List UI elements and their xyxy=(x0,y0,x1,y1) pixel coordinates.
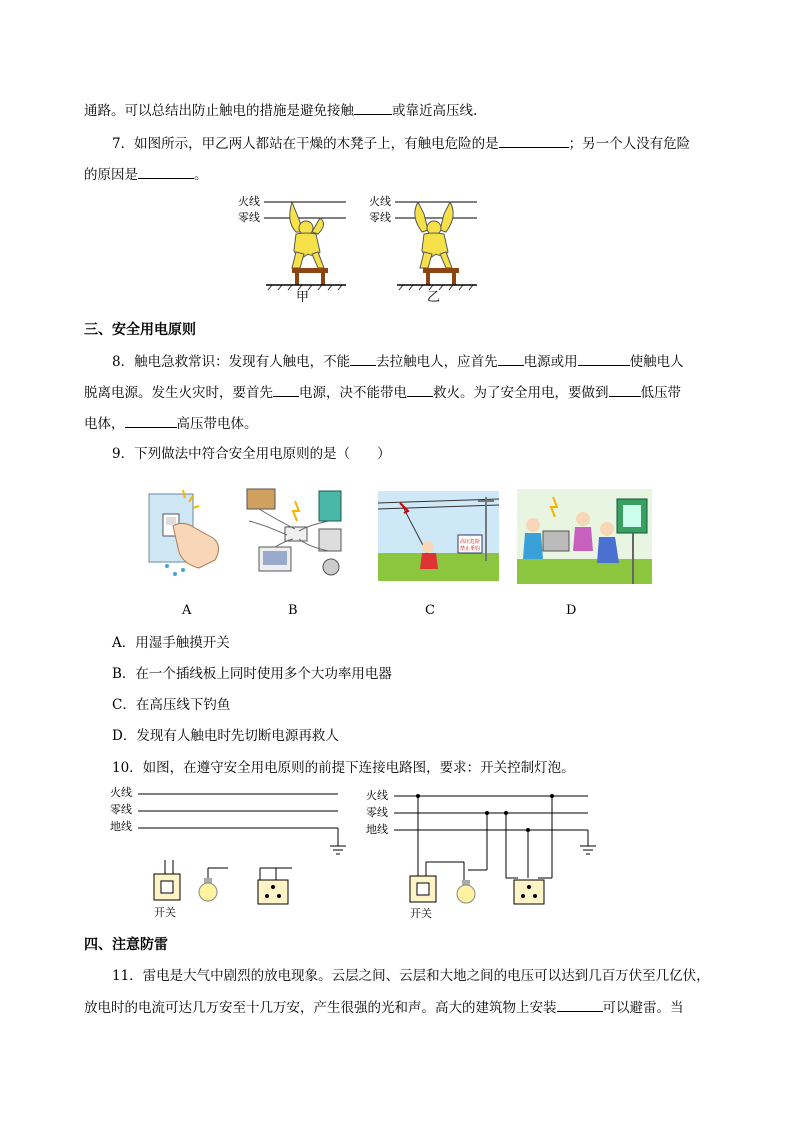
text: 电源，决不能带电 xyxy=(299,385,407,401)
option-d[interactable]: D．发现有人触电时先切断电源再救人 xyxy=(112,728,339,744)
text: 8．触电急救常识：发现有人触电，不能 xyxy=(112,354,351,370)
question-7-line-2 xyxy=(84,164,208,185)
answer-blank[interactable] xyxy=(350,351,376,366)
text: 的原因是 xyxy=(84,167,138,183)
answer-blank[interactable] xyxy=(498,351,524,366)
socket-icon xyxy=(258,868,292,904)
socket-icon xyxy=(514,880,544,904)
option-c[interactable]: C．在高压线下钓鱼 xyxy=(112,697,231,713)
wire-label-neutral: 零线 xyxy=(369,211,391,224)
question-11-line-2 xyxy=(84,997,684,1018)
circuit-diagram-unconnected xyxy=(110,786,360,921)
person-jia-icon xyxy=(290,202,324,268)
wire-label-ground: 地线 xyxy=(110,820,132,833)
rescue-cut-power-icon xyxy=(517,489,652,584)
text: 使触电人 xyxy=(629,354,684,370)
text: ；另一个人没有危险 xyxy=(568,136,691,152)
text: 电体， xyxy=(84,416,125,432)
text: 低压带 xyxy=(640,385,681,401)
switch-label: 开关 xyxy=(154,906,176,919)
picture-label-d: D xyxy=(566,603,577,618)
text: 7．如图所示，甲乙两人都站在干燥的木凳子上，有触电危险的是 xyxy=(112,136,499,152)
text: 放电时的电流可达几万安至十几万安，产生很强的光和声。高大的建筑物上安装 xyxy=(84,1000,557,1016)
wire-label-live: 火线 xyxy=(110,786,132,799)
switch-icon xyxy=(410,876,436,902)
answer-blank[interactable] xyxy=(499,133,569,148)
figure-7-drawing xyxy=(234,192,484,292)
wire-label-live: 火线 xyxy=(369,195,391,208)
wire-label-neutral: 零线 xyxy=(238,211,260,224)
text: 高压带电体。 xyxy=(176,416,258,432)
answer-blank[interactable] xyxy=(407,382,433,397)
figure-7 xyxy=(234,192,484,312)
text: 通路。可以总结出防止触电的措施是避免接触 xyxy=(84,103,354,119)
section-heading-4: 四、注意防雷 xyxy=(84,937,168,953)
question-8-line-1 xyxy=(112,351,684,372)
wire-label-live: 火线 xyxy=(366,789,388,802)
figure-label-yi: 乙 xyxy=(427,290,441,305)
sign-text: 禁止垂钓 xyxy=(459,546,481,552)
answer-blank[interactable] xyxy=(125,413,177,428)
answer-blank[interactable] xyxy=(578,351,630,366)
answer-blank[interactable] xyxy=(273,382,299,397)
question-10: 10．如图，在遵守安全用电原则的前提下连接电路图，要求：开关控制灯泡。 xyxy=(112,760,575,776)
text: 电源或用 xyxy=(523,354,578,370)
option-picture-b xyxy=(239,481,351,581)
option-b[interactable]: B．在一个插线板上同时使用多个大功率用电器 xyxy=(112,666,392,682)
text: 去拉触电人，应首先 xyxy=(376,354,498,370)
wire-label-live: 火线 xyxy=(238,195,260,208)
picture-label-a: A xyxy=(182,603,192,618)
picture-label-b: B xyxy=(288,603,298,618)
answer-blank[interactable] xyxy=(354,100,392,115)
section-heading-3: 三、安全用电原则 xyxy=(84,322,196,338)
sign-text: 高压危险 xyxy=(459,539,481,545)
circuit-right-drawing xyxy=(366,788,616,923)
text: 救火。为了安全用电，要做到 xyxy=(433,385,609,401)
light-bulb-icon xyxy=(457,880,475,903)
figure-label-jia: 甲 xyxy=(296,290,310,305)
wire-label-ground: 地线 xyxy=(366,823,388,836)
option-picture-d xyxy=(517,489,652,584)
circuit-left-drawing[interactable] xyxy=(110,786,360,921)
light-bulb-icon xyxy=(199,868,228,901)
answer-blank[interactable] xyxy=(138,164,194,179)
picture-label-c: C xyxy=(425,603,435,618)
option-a[interactable]: A．用湿手触摸开关 xyxy=(112,635,230,651)
text: 脱离电源。发生火灾时，要首先 xyxy=(84,385,273,401)
text: 。 xyxy=(194,167,208,183)
question-11-line-1: 11．雷电是大气中剧烈的放电现象。云层之间、云层和大地之间的电压可以达到几百万伏至几亿伏， xyxy=(112,968,710,984)
question-8-line-3 xyxy=(84,413,258,434)
text: 可以避雷。当 xyxy=(602,1000,684,1016)
option-picture-a xyxy=(143,486,227,582)
circuit-diagram-connected xyxy=(366,788,616,923)
switch-icon xyxy=(154,860,180,900)
option-picture-c xyxy=(378,491,499,581)
answer-blank[interactable] xyxy=(609,382,641,397)
text-line-1 xyxy=(84,100,477,121)
question-9: 9．下列做法中符合安全用电原则的是（ ） xyxy=(112,446,391,462)
question-7-line-1 xyxy=(112,133,690,154)
question-8-line-2 xyxy=(84,382,681,403)
wet-hand-switch-icon xyxy=(143,486,227,582)
person-yi-icon xyxy=(415,202,453,268)
switch-label: 开关 xyxy=(410,907,432,920)
wire-label-neutral: 零线 xyxy=(366,806,388,819)
text: 或靠近高压线. xyxy=(392,103,478,119)
wire-label-neutral: 零线 xyxy=(110,803,132,816)
fishing-under-power-line-icon xyxy=(378,491,499,581)
answer-blank[interactable] xyxy=(557,997,603,1012)
stool-icon xyxy=(292,268,459,285)
overloaded-power-strip-icon xyxy=(239,481,351,581)
